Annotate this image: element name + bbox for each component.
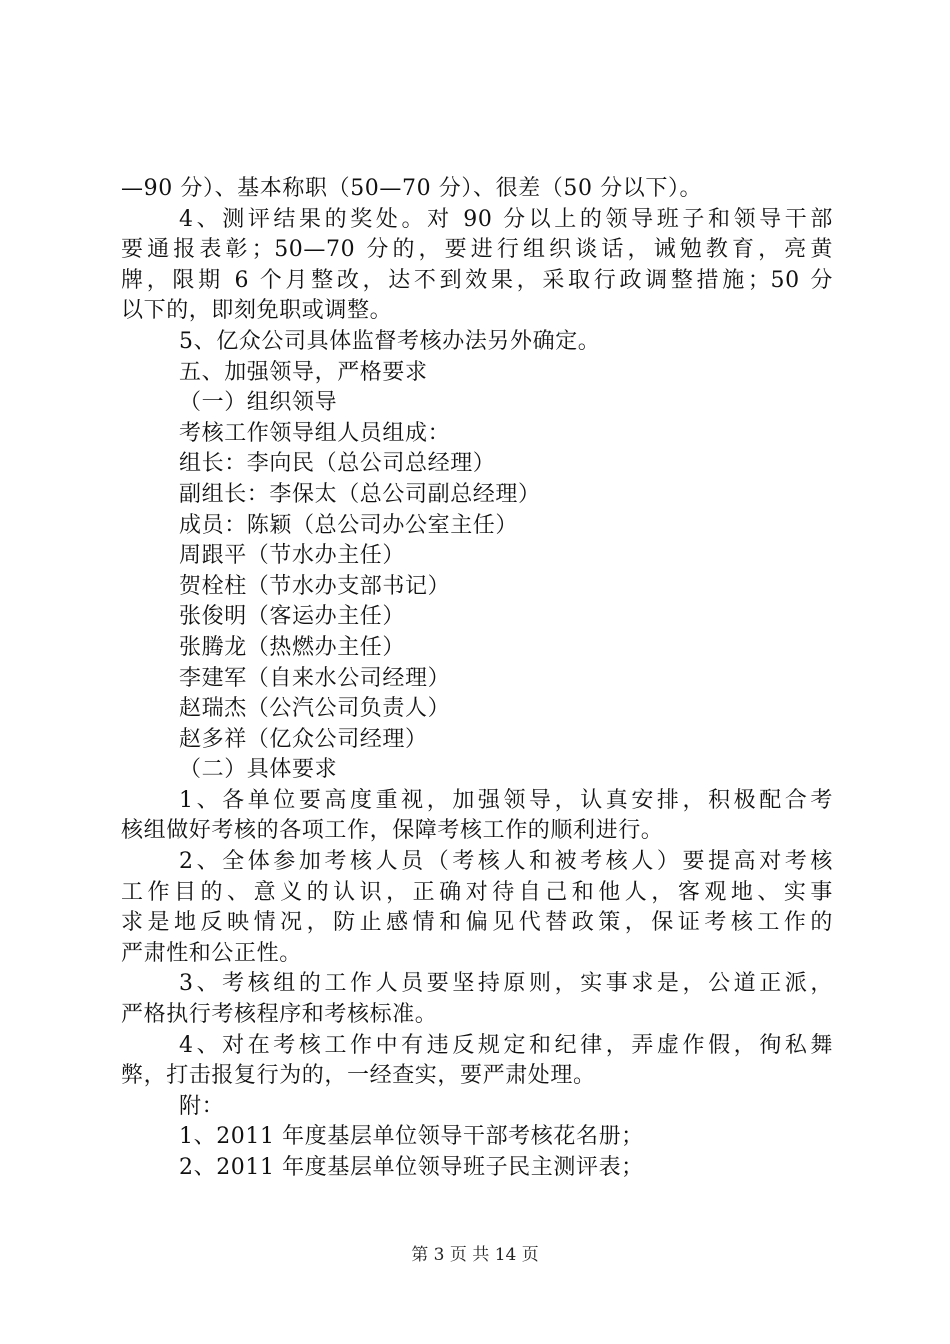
- paragraph-line: 工作目的、意义的认识，正确对待自己和他人，客观地、实事: [121, 879, 833, 905]
- paragraph-line: 李建军（自来水公司经理）: [179, 665, 451, 691]
- paragraph-line: 以下的，即刻免职或调整。: [121, 298, 393, 324]
- paragraph-line: 贺栓柱（节水办支部书记）: [179, 573, 451, 599]
- paragraph-line: 求是地反映情况，防止感情和偏见代替政策，保证考核工作的: [121, 910, 833, 936]
- paragraph-line: 张俊明（客运办主任）: [179, 604, 406, 630]
- paragraph-line: 核组做好考核的各项工作，保障考核工作的顺利进行。: [121, 818, 664, 844]
- paragraph-line: 4、对在考核工作中有违反规定和纪律，弄虚作假，徇私舞: [179, 1032, 833, 1058]
- paragraph-line: 5、亿众公司具体监督考核办法另外确定。: [179, 328, 601, 354]
- paragraph-line: 成员：陈颖（总公司办公室主任）: [179, 512, 519, 538]
- paragraph-line: 赵瑞杰（公汽公司负责人）: [179, 696, 451, 722]
- paragraph-line: 考核工作领导组人员组成：: [179, 420, 451, 446]
- paragraph-line: 严肃性和公正性。: [121, 940, 302, 966]
- page-footer: 第 3 页 共 14 页: [411, 1245, 539, 1265]
- paragraph-line: 张腾龙（热燃办主任）: [179, 634, 406, 660]
- paragraph-line: 3、考核组的工作人员要坚持原则，实事求是，公道正派，: [179, 971, 833, 997]
- paragraph-line: 附：: [179, 1093, 225, 1119]
- paragraph-line: 副组长：李保太（总公司副总经理）: [179, 481, 541, 507]
- paragraph-line: （二）具体要求: [179, 757, 338, 783]
- document-body: [121, 174, 833, 1184]
- paragraph-line: 1、2011 年度基层单位领导干部考核花名册；: [179, 1124, 644, 1150]
- paragraph-line: 1、各单位要高度重视，加强领导，认真安排，积极配合考: [179, 787, 833, 813]
- paragraph-line: 2、全体参加考核人员（考核人和被考核人）要提高对考核: [179, 849, 833, 875]
- paragraph-line: 4、测评结果的奖处。对 90 分以上的领导班子和领导干部: [179, 206, 833, 232]
- paragraph-line: 要通报表彰；50—70 分的，要进行组织谈话，诫勉教育，亮黄: [121, 237, 833, 263]
- paragraph-line: 赵多祥（亿众公司经理）: [179, 726, 428, 752]
- paragraph-line: 组长：李向民（总公司总经理）: [179, 451, 496, 477]
- paragraph-line: 严格执行考核程序和考核标准。: [121, 1002, 438, 1028]
- paragraph-line: 五、加强领导，严格要求: [179, 359, 428, 385]
- paragraph-line: 2、2011 年度基层单位领导班子民主测评表；: [179, 1155, 644, 1180]
- paragraph-line: 牌，限期 6 个月整改，达不到效果，采取行政调整措施；50 分: [121, 267, 833, 293]
- paragraph-line: 弊，打击报复行为的，一经查实，要严肃处理。: [121, 1063, 596, 1089]
- paragraph-line: —90 分）、基本称职（50—70 分）、很差（50 分以下）。: [121, 176, 703, 201]
- paragraph-line: （一）组织领导: [179, 390, 338, 416]
- paragraph-line: 周跟平（节水办主任）: [179, 543, 406, 569]
